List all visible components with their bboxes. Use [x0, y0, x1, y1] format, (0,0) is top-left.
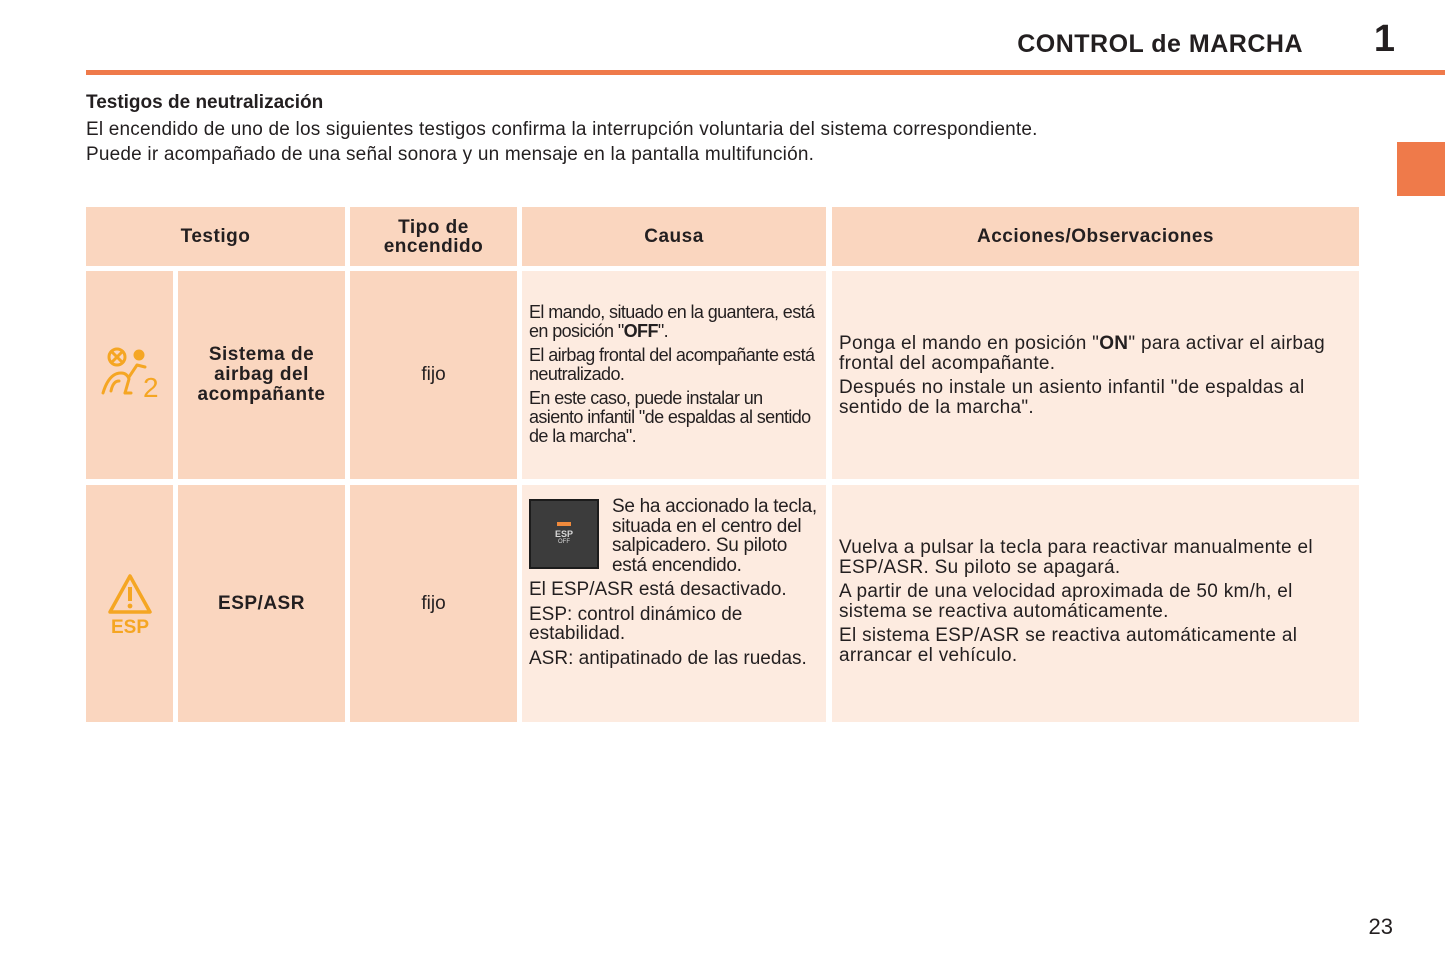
row1-name-line2: airbag del — [214, 364, 309, 385]
row2-causa-p4: ASR: antipatinado de las ruedas. — [529, 647, 807, 669]
header-tipo-line2: encendido — [383, 235, 484, 257]
row2-tipo: fijo — [350, 485, 517, 722]
row2-accion-p1: Vuelva a pulsar la tecla para reactivar manualmente el ESP/ASR. Su piloto se apagará. — [839, 537, 1313, 578]
esp-warning-icon — [106, 572, 154, 636]
row1-name-cell — [178, 271, 345, 479]
row2-name: ESP/ASR — [178, 485, 345, 722]
row1-accion-p1 — [839, 334, 1339, 373]
row1-accion-p1-end: " para activar el airbag frontal del acompañante. — [839, 333, 1325, 374]
row1-accion-p2: Después no instale un asiento infantil "de espaldas al sentido de la marcha". — [839, 377, 1305, 418]
row1-causa-p2: El airbag frontal del acompañante está neutralizado. — [529, 345, 815, 384]
chapter-side-tab — [1397, 142, 1445, 196]
header-tipo-encendido — [350, 207, 517, 266]
row1-acciones-cell — [832, 271, 1359, 479]
intro-line-2: Puede ir acompañado de una señal sonora y un mensaje en la pantalla multifunción. — [86, 144, 815, 165]
row2-causa-cell — [522, 485, 826, 722]
header-acciones: Acciones/Observaciones — [832, 207, 1359, 266]
esp-button-label-bottom: OFF — [558, 539, 570, 545]
header-causa: Causa — [522, 207, 826, 266]
row1-causa-p1-text: El mando, situado en la guantera, está en posición " — [529, 302, 815, 341]
row2-icon-cell — [86, 485, 173, 722]
header-testigo: Testigo — [86, 207, 345, 266]
row2-causa-p2: El ESP/ASR está desactivado. — [529, 579, 787, 600]
row1-causa-p1-end: ". — [657, 321, 669, 341]
row1-tipo: fijo — [350, 271, 517, 479]
row1-accion-p1-text: Ponga el mando en posición " — [839, 333, 1100, 354]
row1-name-line1: Sistema de — [208, 344, 315, 365]
row1-accion-p1-bold: ON — [1099, 333, 1129, 354]
row1-causa-p3: En este caso, puede instalar un asiento infantil "de espaldas al sentido de la marcha". — [529, 388, 811, 446]
header-tipo-line1: Tipo de — [398, 216, 469, 238]
row1-causa-p1-bold: OFF — [623, 321, 658, 341]
row1-icon-cell — [86, 271, 173, 479]
esp-button-led — [557, 522, 571, 526]
row2-causa-p3: ESP: control dinámico de estabilidad. — [529, 603, 743, 644]
row1-causa-p1 — [529, 303, 820, 341]
chapter-number: 1 — [1373, 18, 1395, 60]
header-rule — [86, 70, 1445, 75]
row1-causa-cell — [522, 271, 826, 479]
row2-accion-p3: El sistema ESP/ASR se reactiva automáticamente al arrancar el vehículo. — [839, 625, 1298, 666]
esp-button-label-top: ESP — [554, 529, 573, 539]
row2-causa-p1: Se ha accionado la tecla, situada en el centro del salpicadero. Su piloto está encendido. — [612, 496, 817, 576]
intro-line-1: El encendido de uno de los siguientes testigos confirma la interrupción voluntaria del sistema correspondiente. — [86, 119, 1038, 140]
chapter-title: CONTROL de MARCHA — [1017, 30, 1303, 58]
page-number: 23 — [1368, 914, 1393, 939]
section-title: Testigos de neutralización — [86, 92, 324, 113]
row2-acciones-cell — [832, 485, 1359, 722]
esp-off-button-image — [529, 499, 599, 569]
esp-icon-label: ESP — [110, 616, 149, 636]
passenger-airbag-off-icon — [99, 347, 161, 403]
svg-text:2: 2 — [142, 372, 159, 403]
row1-name-line3: acompañante — [197, 384, 326, 405]
row2-accion-p2: A partir de una velocidad aproximada de 50 km/h, el sistema se reactiva automáticamente. — [839, 581, 1293, 622]
